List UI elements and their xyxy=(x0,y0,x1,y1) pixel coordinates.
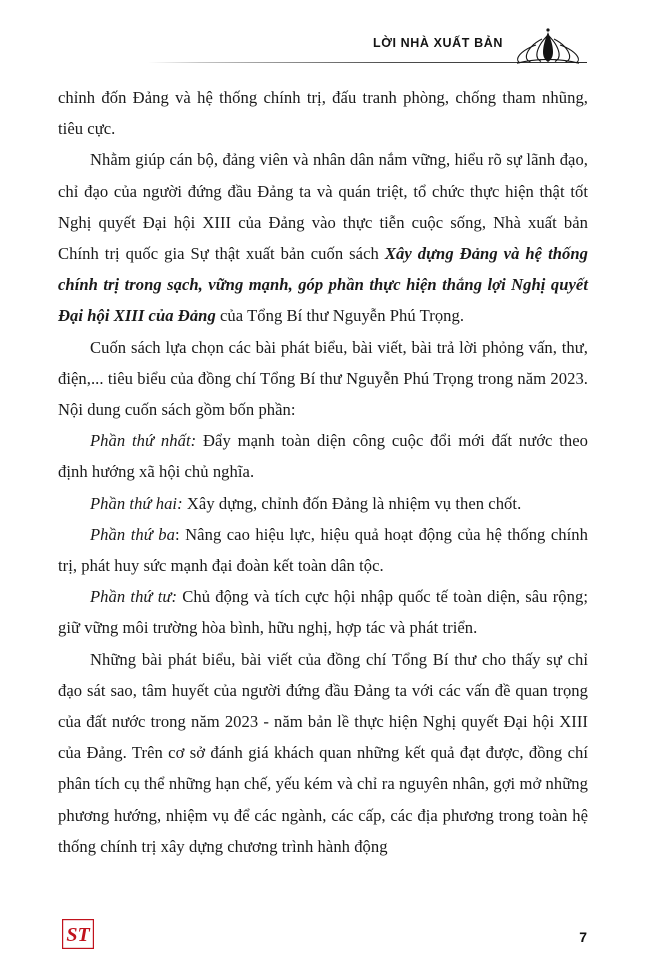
page-body xyxy=(58,82,588,862)
text-run: Nhằm giúp cán bộ, đảng viên và nhân dân nắm vững, hiểu rõ sự lãnh đạo, chỉ đạo của người đứng đầu Đảng ta và quán triệt, tổ chức thực hiện thật tốt Nghị quyết Đại hội XIII của Đảng vào thực tiễn cuộc sống, Nhà xuất bản Chính trị quốc gia Sự thật xuất bản cuốn sách xyxy=(58,150,588,264)
text-run: : Nâng cao hiệu lực, hiệu quả hoạt động của hệ thống chính trị, phát huy sức mạnh đại đoàn kết toàn dân tộc. xyxy=(58,524,588,576)
su-that-publisher-logo xyxy=(62,919,94,949)
text-run: Phần thứ hai: xyxy=(90,493,183,513)
svg-text:ST: ST xyxy=(66,924,90,946)
paragraph xyxy=(58,519,588,581)
paragraph xyxy=(58,644,588,862)
text-run: Chủ động và tích cực hội nhập quốc tế toàn diện, sâu rộng; giữ vững môi trường hòa bình, hữu nghị, hợp tác và phát triển. xyxy=(58,587,588,638)
text-run: Phần thứ nhất: xyxy=(90,431,197,451)
text-run: Xây dựng, chỉnh đốn Đảng là nhiệm vụ then chốt. xyxy=(182,493,522,513)
paragraph xyxy=(58,332,588,426)
page-footer xyxy=(58,915,587,949)
paragraph xyxy=(58,581,588,643)
text-run: chỉnh đốn Đảng và hệ thống chính trị, đấu tranh phòng, chống tham nhũng, tiêu cực. xyxy=(58,88,588,139)
text-run: Xây dựng Đảng và hệ thống chính trị trong sạch, vững mạnh, góp phần thực hiện thắng lợi Nghị quyết Đại hội XIII của Đảng xyxy=(58,244,588,326)
text-run: Đẩy mạnh toàn diện công cuộc đổi mới đất nước theo định hướng xã hội chủ nghĩa. xyxy=(58,431,588,482)
paragraph xyxy=(58,82,588,144)
paragraph xyxy=(58,425,588,487)
text-run: Những bài phát biểu, bài viết của đồng chí Tổng Bí thư cho thấy sự chỉ đạo sát sao, tâm huyết của người đứng đầu Đảng ta với các vấn đề quan trọng của đất nước trong năm 2023 - năm bản lề thực hiện Nghị quyết Đại hội XIII của Đảng. Trên cơ sở đánh giá khách quan những kết quả đạt được, đồng chí phân tích cụ thể những hạn chế, yếu kém và chỉ ra nguyên nhân, gợi mở những phương hướng, nhiệm vụ để các ngành, các cấp, các địa phương trong toàn hệ thống chính trị xây dựng chương trình hành động xyxy=(58,649,588,856)
paragraph xyxy=(58,488,588,519)
text-run: Cuốn sách lựa chọn các bài phát biểu, bài viết, bài trả lời phỏng vấn, thư, điện,... tiêu biểu của đồng chí Tổng Bí thư Nguyễn Phú Trọng trong năm 2023. Nội dung cuốn sách gồm bốn phần: xyxy=(58,337,588,420)
page-number: 7 xyxy=(579,929,587,945)
lotus-ornament-icon xyxy=(509,26,587,68)
page-header xyxy=(58,26,587,72)
text-run: Phần thứ ba xyxy=(90,524,175,544)
text-run: của Tổng Bí thư Nguyễn Phú Trọng. xyxy=(215,306,465,326)
running-head-title: LỜI NHÀ XUẤT BẢN xyxy=(373,36,503,50)
paragraph xyxy=(58,144,588,331)
text-run: Phần thứ tư: xyxy=(90,587,178,607)
